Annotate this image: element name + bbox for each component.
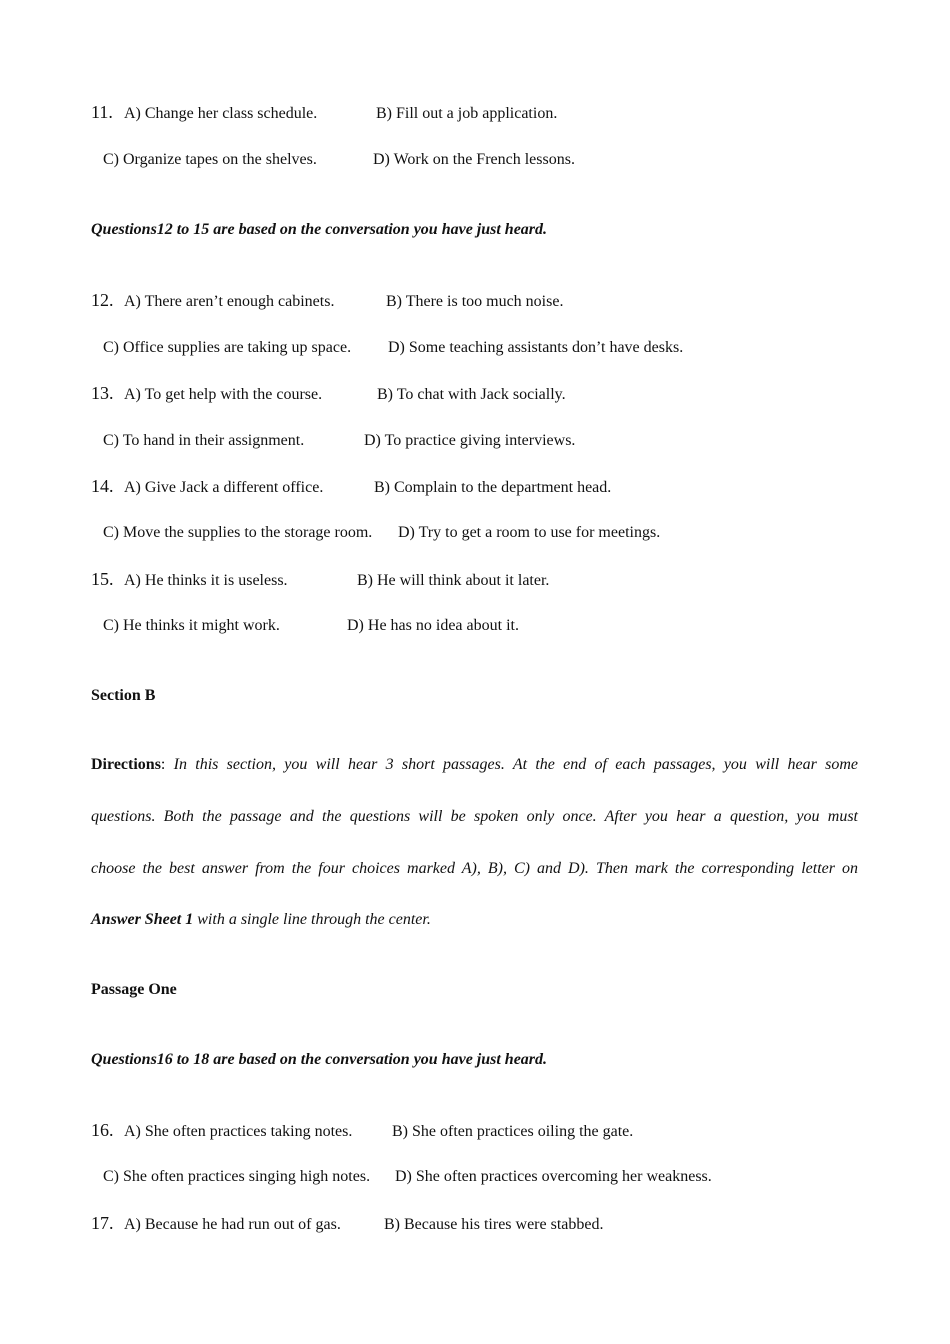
directions-label: Directions	[91, 756, 161, 773]
option-c: C) Office supplies are taking up space.	[103, 339, 352, 356]
question-number: 15.	[91, 569, 114, 589]
option-c: C) Move the supplies to the storage room.	[103, 524, 373, 541]
question-number: 17.	[91, 1213, 114, 1233]
option-b: B) She often practices oiling the gate.	[392, 1123, 634, 1140]
directions-text-4: with a single line through the center.	[193, 911, 431, 928]
option-b: B) There is too much noise.	[386, 293, 564, 310]
option-b: B) He will think about it later.	[357, 572, 550, 589]
questions-16-18-header: Questions16 to 18 are based on the conversation you have just heard.	[91, 1051, 548, 1068]
question-12-row2	[103, 338, 683, 358]
option-b: B) Complain to the department head.	[374, 479, 612, 496]
directions-line-1	[91, 755, 858, 775]
question-number: 16.	[91, 1120, 114, 1140]
option-d: D) He has no idea about it.	[347, 617, 519, 634]
passage-one-heading: Passage One	[91, 981, 177, 998]
option-d: D) To practice giving interviews.	[364, 432, 576, 449]
option-d: D) Try to get a room to use for meetings.	[398, 524, 661, 541]
question-16-row1	[91, 1120, 633, 1142]
option-b: B) Fill out a job application.	[376, 105, 558, 122]
option-b: B) Because his tires were stabbed.	[384, 1216, 604, 1233]
question-13-row1	[91, 383, 566, 405]
option-a: A) He thinks it is useless.	[124, 572, 288, 589]
option-a: A) To get help with the course.	[124, 386, 323, 403]
directions-colon: :	[160, 756, 166, 773]
option-d: D) Work on the French lessons.	[373, 151, 575, 168]
question-16-row2	[103, 1167, 712, 1187]
question-number: 13.	[91, 383, 114, 403]
option-a: A) She often practices taking notes.	[124, 1123, 353, 1140]
directions-line-3: choose the best answer from the four choices marked A), B), C) and D). Then mark the corresponding letter on	[91, 860, 858, 877]
option-c: C) He thinks it might work.	[103, 617, 280, 634]
directions-line-4	[91, 910, 858, 930]
section-b-heading: Section B	[91, 687, 156, 704]
option-a: A) There aren’t enough cabinets.	[124, 293, 335, 310]
question-12-row1	[91, 290, 563, 312]
question-13-row2	[103, 431, 575, 451]
option-c: C) She often practices singing high notes.	[103, 1168, 371, 1185]
questions-12-15-header: Questions12 to 15 are based on the conversation you have just heard.	[91, 221, 548, 238]
option-a: A) Change her class schedule.	[124, 105, 318, 122]
question-11-row1	[91, 102, 557, 124]
question-number: 11.	[91, 102, 113, 122]
question-17-row1	[91, 1213, 603, 1235]
option-a: A) Because he had run out of gas.	[124, 1216, 341, 1233]
directions-line-2: questions. Both the passage and the questions will be spoken only once. After you hear a question, you must	[91, 808, 858, 825]
question-14-row1	[91, 476, 611, 498]
option-c: C) Organize tapes on the shelves.	[103, 151, 317, 168]
question-number: 12.	[91, 290, 114, 310]
option-d: D) Some teaching assistants don’t have desks.	[388, 339, 684, 356]
question-14-row2	[103, 523, 660, 543]
question-number: 14.	[91, 476, 114, 496]
option-a: A) Give Jack a different office.	[124, 479, 324, 496]
option-d: D) She often practices overcoming her weakness.	[395, 1168, 712, 1185]
question-15-row2	[103, 616, 519, 636]
answer-sheet-label: Answer Sheet 1	[91, 911, 194, 928]
question-11-row2	[103, 150, 575, 170]
directions-text-1: In this section, you will hear 3 short passages. At the end of each passages, you will hear some	[173, 756, 859, 773]
option-b: B) To chat with Jack socially.	[377, 386, 566, 403]
option-c: C) To hand in their assignment.	[103, 432, 305, 449]
question-15-row1	[91, 569, 549, 591]
